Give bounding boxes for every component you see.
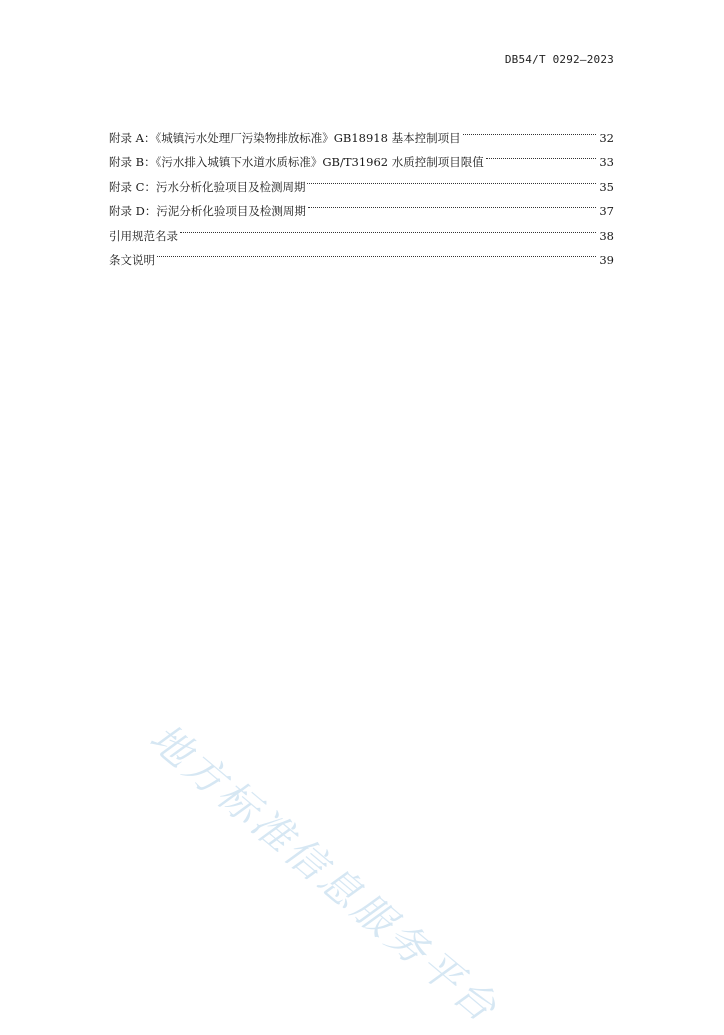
toc-entry-page: 33	[599, 155, 614, 169]
dot-leader	[486, 142, 596, 167]
toc-entry-page: 39	[599, 253, 614, 267]
toc-entry-referenced-standards[interactable]	[109, 215, 614, 243]
toc-entry-label: 附录 B：《污水排入城镇下水道水质标准》GB/T31962 水质控制项目限值	[109, 155, 484, 169]
toc-entry-clause-explanation[interactable]	[109, 240, 614, 265]
standard-code: DB54/T 0292—2023	[504, 53, 614, 66]
toc-entry-page: 35	[599, 179, 614, 194]
dot-leader	[180, 215, 596, 240]
dot-leader	[463, 117, 596, 142]
toc-entry-label: 附录 C：污水分析化验项目及检测周期	[109, 179, 306, 194]
toc-entry-label: 引用规范名录	[109, 228, 178, 243]
dot-leader	[308, 191, 596, 216]
toc-entry-label: 附录 A：《城镇污水处理厂污染物排放标准》GB18918 基本控制项目	[109, 130, 461, 145]
dot-leader	[307, 166, 596, 191]
toc-entry-appendix-a[interactable]	[109, 117, 614, 145]
watermark: 地方标准信息服务平台	[140, 714, 508, 1033]
toc-entry-label: 附录 D：污泥分析化验项目及检测周期	[109, 204, 306, 218]
toc-entry-page: 37	[599, 204, 614, 218]
toc-entry-page: 38	[599, 228, 614, 243]
toc-entry-page: 32	[599, 130, 614, 145]
dot-leader	[157, 240, 596, 265]
toc-entry-label: 条文说明	[109, 253, 155, 267]
table-of-contents	[109, 117, 614, 267]
